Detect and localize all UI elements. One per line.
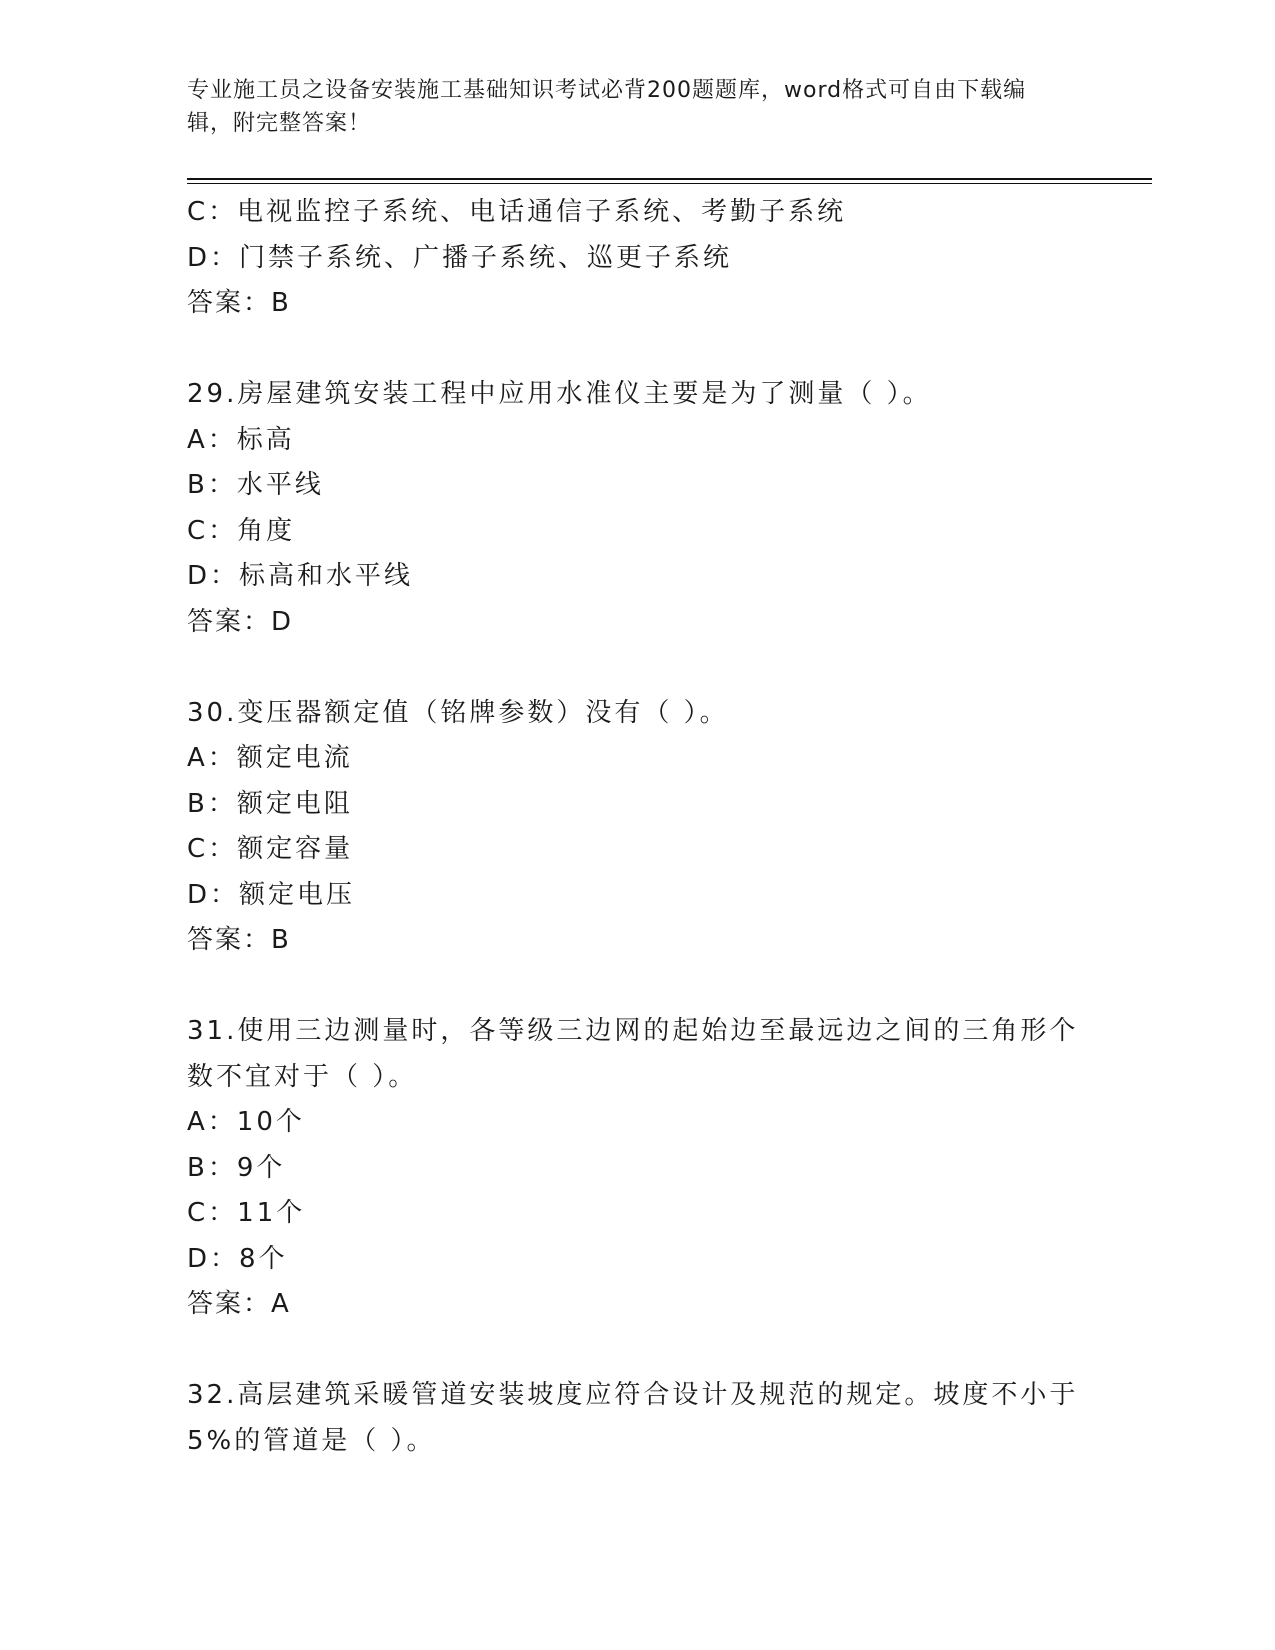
option-d: D：门禁子系统、广播子系统、巡更子系统 (187, 242, 733, 273)
question-stem: 29.房屋建筑安装工程中应用水准仪主要是为了测量（ ）。 (187, 379, 932, 409)
spacer (187, 964, 1087, 1010)
option-c: C：角度 (187, 515, 296, 546)
option-d: D：额定电压 (187, 879, 356, 910)
document-title: 专业施工员之设备安装施工基础知识考试必背200题题库，word格式可自由下载编辑，附完整答案！ (187, 78, 1027, 136)
question-28-fragment (187, 190, 1087, 327)
option-b: B：9个 (187, 1152, 286, 1183)
answer-line: 答案：B (187, 288, 291, 318)
question-31 (187, 1009, 1087, 1328)
option-d: D：标高和水平线 (187, 561, 414, 591)
option-a: A：额定电流 (187, 743, 353, 773)
option-b: B：额定电阻 (187, 788, 353, 819)
option-a: A：标高 (187, 424, 295, 455)
option-d: D：8个 (187, 1243, 288, 1274)
spacer (187, 327, 1087, 373)
option-a: A：10个 (187, 1107, 305, 1137)
answer-line: 答案：B (187, 925, 291, 955)
question-29 (187, 372, 1087, 645)
question-30 (187, 691, 1087, 964)
question-stem: 32.高层建筑采暖管道安装坡度应符合设计及规范的规定。坡度不小于5%的管道是（ ）。 (187, 1380, 1079, 1456)
question-32 (187, 1373, 1087, 1464)
option-c: C：额定容量 (187, 834, 354, 864)
answer-line: 答案：A (187, 1289, 291, 1319)
header-divider-thick (187, 178, 1152, 180)
question-stem: 31.使用三边测量时，各等级三边网的起始边至最远边之间的三角形个数不宜对于（ ）。 (187, 1016, 1079, 1092)
answer-line: 答案：D (187, 606, 294, 637)
option-b: B：水平线 (187, 470, 324, 500)
option-c: C：11个 (187, 1198, 306, 1228)
question-stem: 30.变压器额定值（铭牌参数）没有（ ）。 (187, 697, 729, 728)
spacer (187, 1328, 1087, 1374)
spacer (187, 645, 1087, 691)
header-divider-thin (187, 183, 1152, 184)
option-c: C：电视监控子系统、电话通信子系统、考勤子系统 (187, 197, 847, 227)
document-header (187, 74, 1067, 140)
question-list (187, 190, 1087, 1464)
